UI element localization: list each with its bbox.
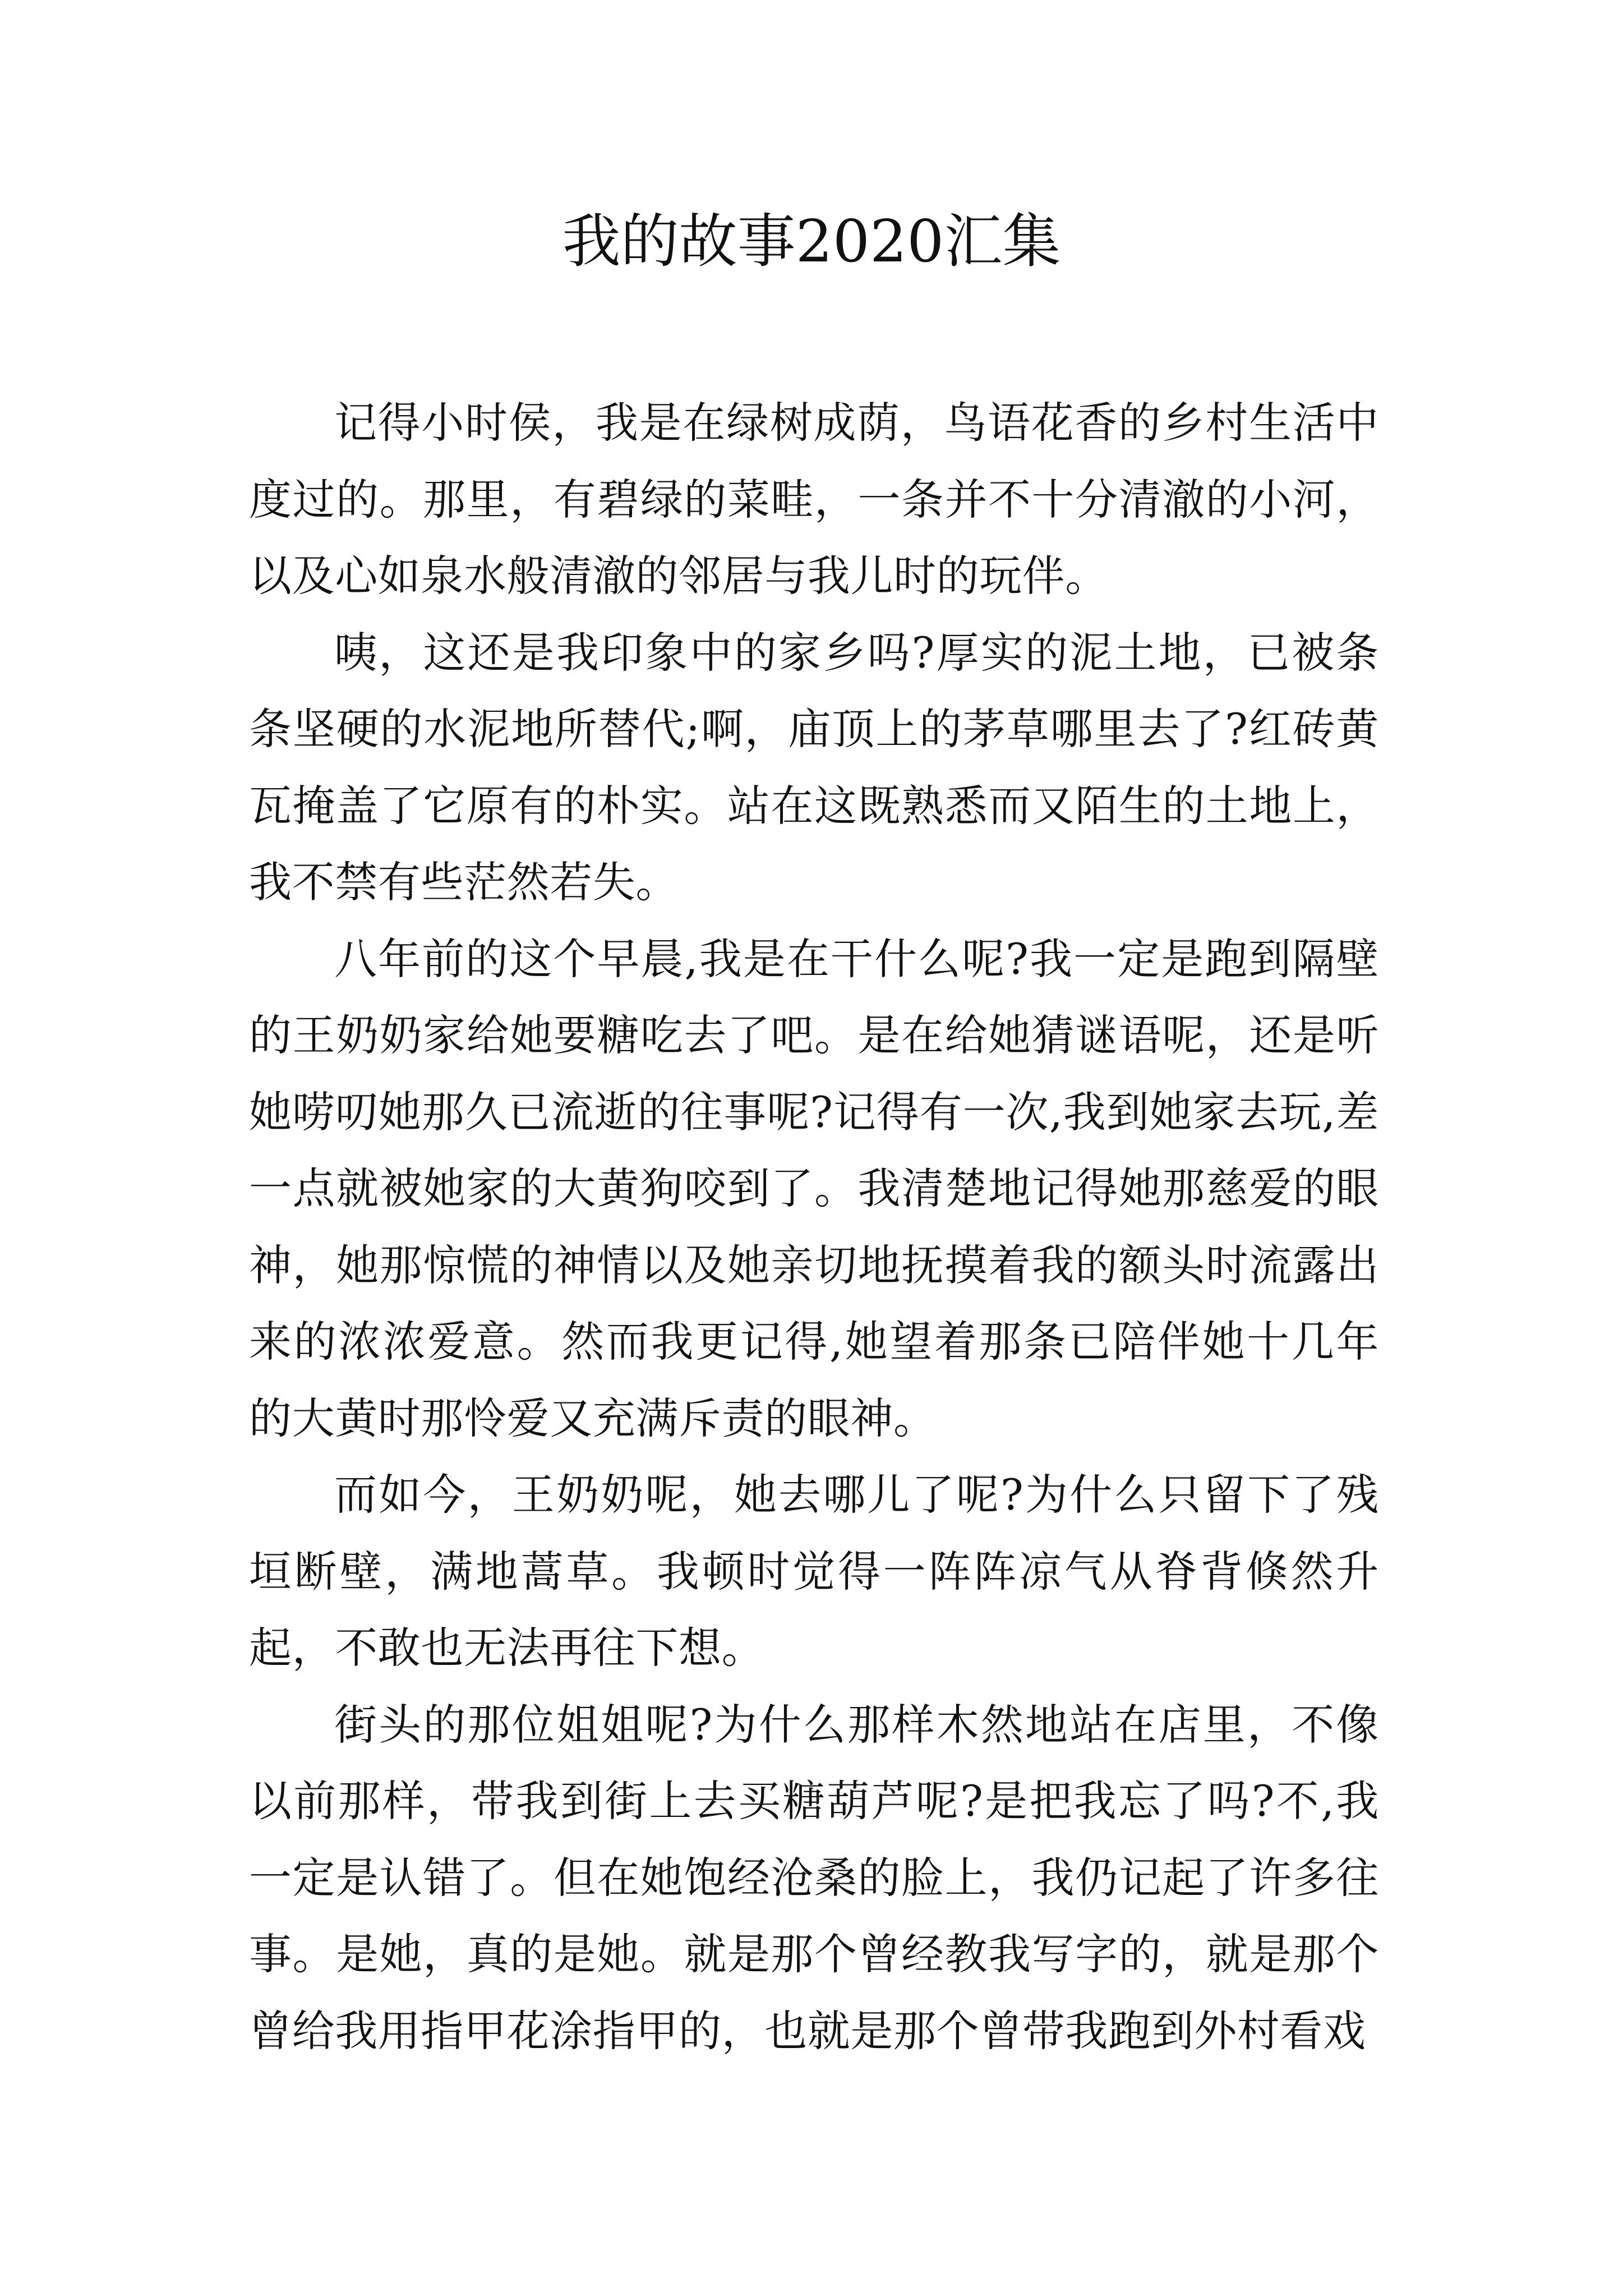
- paragraph: 而如今，王奶奶呢，她去哪儿了呢?为什么只留下了残垣断壁，满地蒿草。我顿时觉得一阵阵凉气从脊背倏然升起，不敢也无法再往下想。: [249, 1470, 1379, 1673]
- document-body: [249, 385, 1379, 2069]
- document-title: 我的故事2020汇集: [562, 207, 1061, 275]
- paragraph: 八年前的这个早晨,我是在干什么呢?我一定是跑到隔壁的王奶奶家给她要糖吃去了吧。是在给她猜谜语呢，还是听她唠叨她那久已流逝的往事呢?记得有一次,我到她家去玩,差一点就被她家的大黄狗咬到了。我清楚地记得她那慈爱的眼神，她那惊慌的神情以及她亲切地抚摸着我的额头时流露出来的浓浓爱意。然而我更记得,她望着那条已陪伴她十几年的大黄时那怜爱又充满斥责的眼神。: [249, 933, 1379, 1443]
- paragraph: 记得小时侯，我是在绿树成荫，鸟语花香的乡村生活中度过的。那里，有碧绿的菜畦，一条并不十分清澈的小河，以及心如泉水般清澈的邻居与我儿时的玩伴。: [249, 398, 1379, 601]
- paragraph: 街头的那位姐姐呢?为什么那样木然地站在店里，不像以前那样，带我到街上去买糖葫芦呢?是把我忘了吗?不,我一定是认错了。但在她饱经沧桑的脸上，我仍记起了许多往事。是她，真的是她。就是那个曾经教我写字的，就是那个曾给我用指甲花涂指甲的，也就是那个曾带我跑到外村看戏: [249, 1699, 1379, 2056]
- paragraph: 咦，这还是我印象中的家乡吗?厚实的泥土地，已被条条坚硬的水泥地所替代;啊，庙顶上的茅草哪里去了?红砖黄瓦掩盖了它原有的朴实。站在这既熟悉而又陌生的土地上，我不禁有些茫然若失。: [249, 627, 1379, 907]
